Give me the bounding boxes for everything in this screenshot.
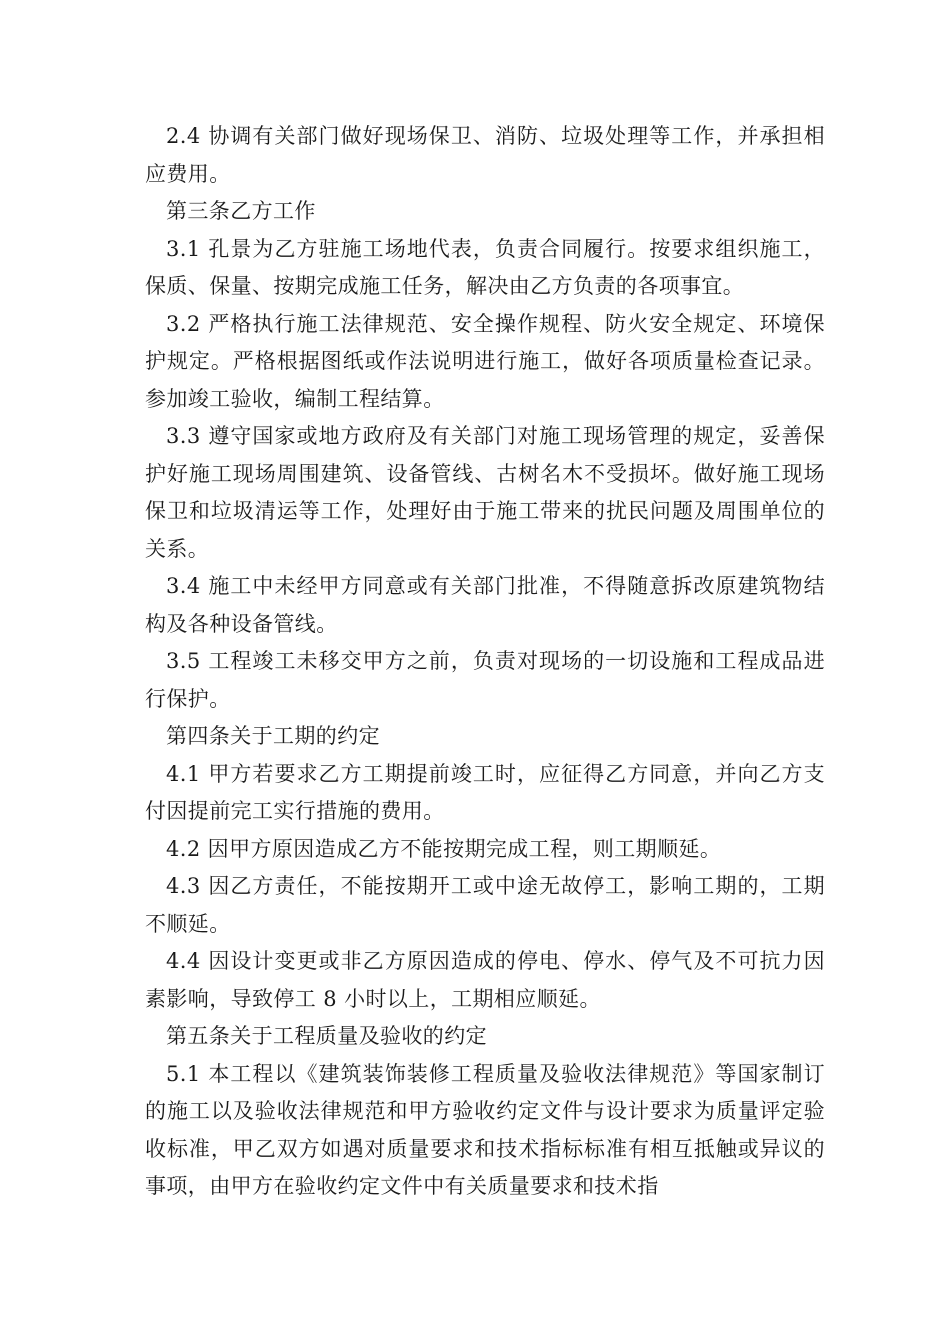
clause-4-1: 4.1 甲方若要求乙方工期提前竣工时，应征得乙方同意，并向乙方支付因提前完工实行措施的费用。 (145, 761, 825, 823)
clause-3-1: 3.1 孔景为乙方驻施工场地代表，负责合同履行。按要求组织施工，保质、保量、按期完成施工任务，解决由乙方负责的各项事宜。 (145, 236, 825, 298)
clause-5-1: 5.1 本工程以《建筑装饰装修工程质量及验收法律规范》等国家制订的施工以及验收法律规范和甲方验收约定文件与设计要求为质量评定验收标准，甲乙双方如遇对质量要求和技术指标标准有相互抵触或异议的事项，由甲方在验收约定文件中有关质量要求和技术指 (145, 1061, 825, 1198)
document-body (145, 118, 825, 1206)
section-heading-article-3: 第三条乙方工作 (166, 199, 316, 223)
clause-4-3: 4.3 因乙方责任，不能按期开工或中途无故停工，影响工期的，工期不顺延。 (145, 874, 825, 936)
clause-2-4: 2.4 协调有关部门做好现场保卫、消防、垃圾处理等工作，并承担相应费用。 (145, 124, 825, 186)
clause-3-3: 3.3 遵守国家或地方政府及有关部门对施工现场管理的规定，妥善保护好施工现场周围建筑、设备管线、古树名木不受损坏。做好施工现场保卫和垃圾清运等工作，处理好由于施工带来的扰民问题及周围单位的关系。 (145, 424, 825, 561)
clause-3-2: 3.2 严格执行施工法律规范、安全操作规程、防火安全规定、环境保护规定。严格根据图纸或作法说明进行施工，做好各项质量检查记录。参加竣工验收，编制工程结算。 (145, 311, 825, 411)
clause-4-4: 4.4 因设计变更或非乙方原因造成的停电、停水、停气及不可抗力因素影响，导致停工 8 小时以上，工期相应顺延。 (145, 949, 825, 1011)
section-heading-article-5: 第五条关于工程质量及验收的约定 (166, 1024, 487, 1048)
clause-3-4: 3.4 施工中未经甲方同意或有关部门批准，不得随意拆改原建筑物结构及各种设备管线。 (145, 574, 825, 636)
section-heading-article-4: 第四条关于工期的约定 (166, 724, 380, 748)
clause-3-5: 3.5 工程竣工未移交甲方之前，负责对现场的一切设施和工程成品进行保护。 (145, 649, 825, 711)
clause-4-2: 4.2 因甲方原因造成乙方不能按期完成工程，则工期顺延。 (166, 836, 722, 861)
